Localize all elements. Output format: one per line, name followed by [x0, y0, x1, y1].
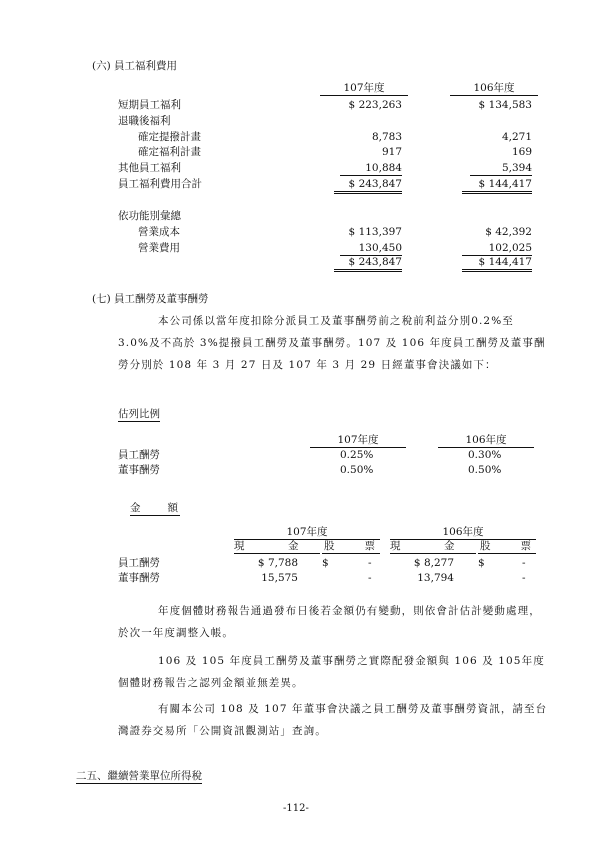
cell-107: 917 — [381, 146, 402, 158]
cash-106: 13,794 — [417, 572, 454, 584]
cell-106: 102,025 — [462, 242, 532, 256]
cell-107: $ 243,847 — [334, 178, 402, 194]
row-label: 員工福利費用合計 — [118, 178, 202, 190]
mops-inquiry-paragraph: 有關本公司 108 及 107 年董事會決議之員工酬勞及董事酬勞資訊，請至台灣證券交易所「公開資訊觀測站」查詢。 — [118, 703, 548, 737]
col-header-106: 106年度 — [450, 80, 538, 96]
cell-106: 169 — [511, 146, 532, 158]
row-label: 確定提撥計畫 — [138, 131, 201, 143]
stock-107: - — [368, 557, 372, 569]
cell-107: 0.25% — [340, 449, 374, 461]
cell-106: 5,394 — [470, 162, 532, 176]
stock-106: - — [522, 572, 526, 584]
sub-header-cash-106: 現 金 — [390, 540, 476, 554]
cell-106: $ 134,583 — [478, 99, 532, 111]
amount-title: 金 額 — [130, 502, 180, 514]
ratio-col-107: 107年度 — [310, 432, 406, 448]
row-label: 退職後福利 — [118, 115, 171, 127]
section-25-title: 二五、繼續營業單位所得稅 — [76, 770, 202, 782]
cell-107: 10,884 — [340, 162, 402, 176]
stock-107: - — [368, 572, 372, 584]
cell-107: $ 113,397 — [348, 226, 402, 238]
cell-106: 0.30% — [468, 449, 502, 461]
remuneration-paragraph: 本公司係以當年度扣除分派員工及董事酬勞前之稅前利益分別0.2%至 3.0%及不高於 3%提撥員工酬勞及董事酬勞。107 及 106 年度員工酬勞及董事酬勞分別於 108 年 3 月 27 日及 107 年 3 月 29 日經董事會決議如下： — [118, 315, 546, 371]
cell-107: $ 223,263 — [348, 99, 402, 111]
page-number: -112- — [283, 803, 309, 814]
sub-header-stock-106: 股 票 — [480, 540, 534, 552]
cell-107: 0.50% — [340, 464, 374, 476]
total-107: $ 243,847 — [334, 256, 402, 272]
sub-header-stock-107: 股 票 — [324, 540, 378, 552]
stock-sign-106: $ — [478, 557, 485, 569]
cash-107: $ 7,788 — [257, 557, 298, 569]
cell-106: $ 144,417 — [462, 178, 532, 194]
row-label: 營業費用 — [138, 242, 180, 254]
cash-107: 15,575 — [261, 572, 298, 584]
row-label: 確定福利計畫 — [138, 146, 201, 158]
stock-sign-107: $ — [322, 557, 329, 569]
row-label: 董事酬勞 — [118, 572, 160, 584]
amount-col-107: 107年度 — [234, 524, 380, 540]
col-header-107: 107年度 — [320, 80, 408, 96]
ratio-title: 估列比例 — [118, 408, 160, 420]
stock-106: - — [522, 557, 526, 569]
cell-106: $ 42,392 — [485, 226, 532, 238]
ratio-col-106: 106年度 — [438, 432, 534, 448]
row-label: 其他員工福利 — [118, 162, 181, 174]
function-summary-title: 依功能別彙總 — [118, 210, 181, 222]
row-label: 營業成本 — [138, 226, 180, 238]
row-label: 短期員工福利 — [118, 99, 181, 111]
amount-col-106: 106年度 — [390, 524, 536, 540]
estimate-change-paragraph: 年度個體財務報告通過發布日後若金額仍有變動，則依會計估計變動處理，於次一年度調整入帳。 — [118, 605, 541, 639]
sub-header-cash-107: 現 金 — [234, 540, 320, 554]
section-6-title: (六) 員工福利費用 — [92, 60, 178, 72]
row-label: 董事酬勞 — [118, 464, 160, 476]
cell-107: 130,450 — [340, 242, 402, 256]
row-label: 員工酬勞 — [118, 557, 160, 569]
cell-106: 0.50% — [468, 464, 502, 476]
row-label: 員工酬勞 — [118, 449, 160, 461]
total-106: $ 144,417 — [462, 256, 532, 272]
cell-107: 8,783 — [371, 131, 402, 143]
actual-vs-recognized-paragraph: 106 及 105 年度員工酬勞及董事酬勞之實際配發金額與 106 及 105年度個體財務報告之認列金額並無差異。 — [118, 655, 545, 689]
cell-106: 4,271 — [501, 131, 532, 143]
section-7-title: (七) 員工酬勞及董事酬勞 — [92, 293, 209, 305]
cash-106: $ 8,277 — [413, 557, 454, 569]
